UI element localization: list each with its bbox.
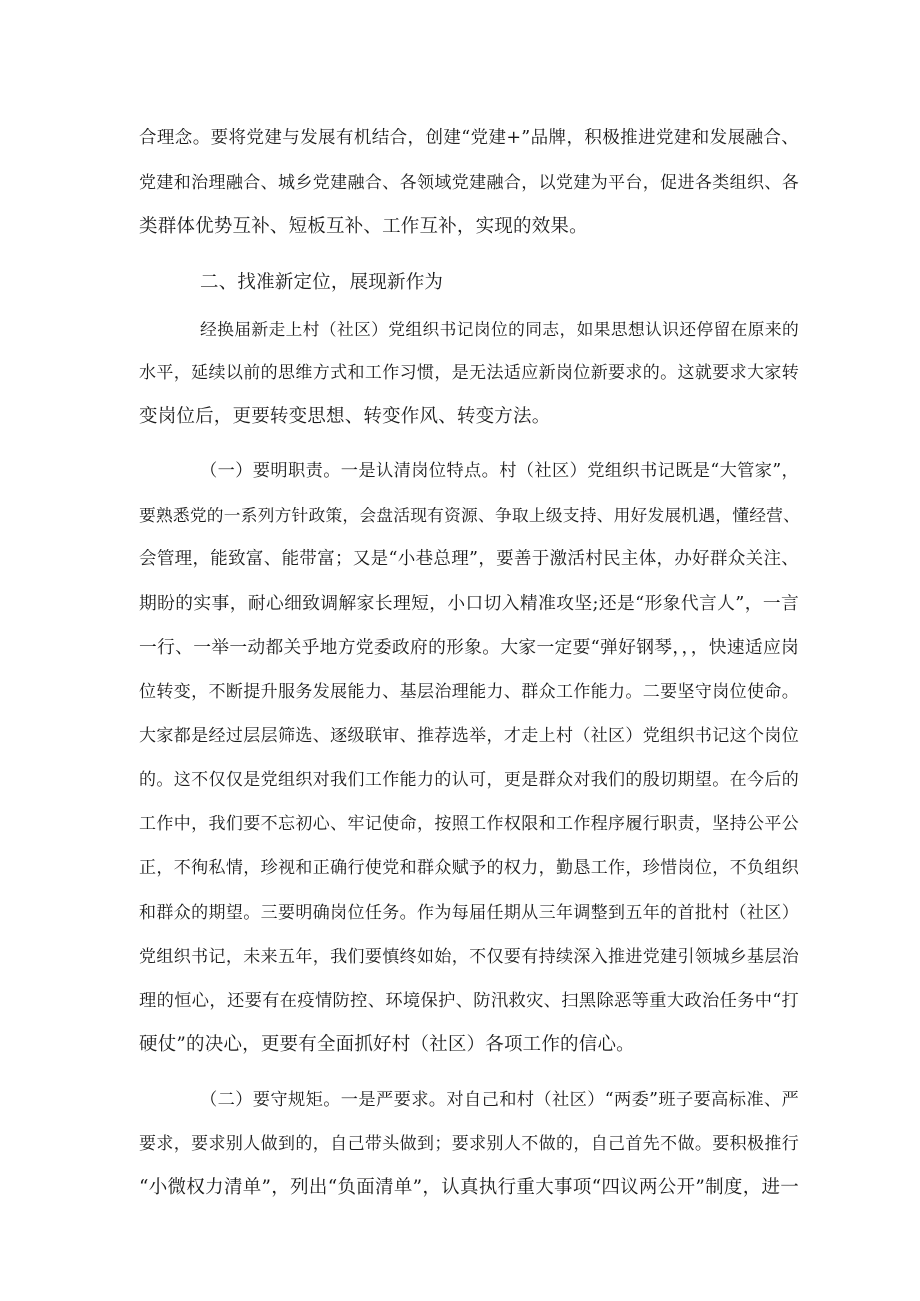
- paragraph-1-line-2: 党建和治理融合、城乡党建融合、各领域党建融合，以党建为平台，促进各类组织、各: [139, 173, 799, 193]
- paragraph-3-line-2: 要熟悉党的一系列方针政策，会盘活现有资源、争取上级支持、用好发展机遇，懂经营、: [139, 505, 801, 525]
- paragraph-3-line-10: 正，不徇私情，珍视和正确行使党和群众赋予的权力，勤恳工作，珍惜岗位，不负组织: [139, 858, 799, 878]
- paragraph-2-line-1: 经换届新走上村（社区）党组织书记岗位的同志，如果思想认识还停留在原来的: [200, 319, 799, 339]
- paragraph-4-line-1: （二）要守规矩。一是严要求。对自己和村（社区）“两委”班子要高标准、严: [200, 1090, 799, 1110]
- paragraph-3-line-8: 的。这不仅仅是党组织对我们工作能力的认可，更是群众对我们的殷切期望。在今后的: [139, 770, 799, 790]
- paragraph-3-line-4: 期盼的实事，耐心细致调解家长理短，小口切入精准攻坚;还是“形象代言人”，一言: [139, 594, 799, 614]
- paragraph-3-line-5: 一行、一举一动都关乎地方党委政府的形象。大家一定要“弹好钢琴，，，快速适应岗: [139, 638, 799, 658]
- paragraph-3-line-9: 工作中，我们要不忘初心、牢记使命，按照工作权限和工作程序履行职责，坚持公平公: [139, 814, 799, 834]
- paragraph-3-line-6: 位转变，不断提升服务发展能力、基层治理能力、群众工作能力。二要坚守岗位使命。: [139, 682, 799, 702]
- paragraph-3-line-1: （一）要明职责。一是认清岗位特点。村（社区）党组织书记既是“大管家”，: [200, 461, 799, 481]
- paragraph-3-line-12: 党组织书记，未来五年，我们要慎终如始，不仅要有持续深入推进党建引领城乡基层治: [139, 947, 799, 967]
- paragraph-2-line-3: 变岗位后，更要转变思想、转变作风、转变方法。: [139, 406, 551, 427]
- section-heading: 二、找准新定位，展现新作为: [200, 272, 444, 293]
- paragraph-4-line-3: “小微权力清单”，列出“负面清单”，认真执行重大事项“四议两公开”制度，进一: [139, 1177, 799, 1198]
- paragraph-2-line-2: 水平，延续以前的思维方式和工作习惯，是无法适应新岗位新要求的。这就要求大家转: [139, 363, 799, 383]
- paragraph-3-line-13: 理的恒心，还要有在疫情防控、环境保护、防汛救灾、扫黑除恶等重大政治任务中“打: [139, 991, 799, 1011]
- paragraph-3-line-7: 大家都是经过层层筛选、逐级联审、推荐选举，才走上村（社区）党组织书记这个岗位: [139, 726, 799, 746]
- paragraph-1-line-1: 合理念。要将党建与发展有机结合，创建“党建+”品牌，积极推进党建和发展融合、: [139, 128, 799, 148]
- paragraph-3-line-11: 和群众的期望。三要明确岗位任务。作为每届任期从三年调整到五年的首批村（社区）: [139, 903, 799, 923]
- paragraph-4-line-2: 要求，要求别人做到的，自己带头做到；要求别人不做的，自己首先不做。要积极推行: [139, 1134, 799, 1154]
- paragraph-3-line-14: 硬仗”的决心，更要有全面抓好村（社区）各项工作的信心。: [139, 1034, 635, 1055]
- paragraph-3-line-3: 会管理，能致富、能带富；又是“小巷总理”，要善于激活村民主体，办好群众关注、: [139, 549, 799, 569]
- paragraph-1-line-3: 类群体优势互补、短板互补、工作互补，实现的效果。: [139, 216, 588, 237]
